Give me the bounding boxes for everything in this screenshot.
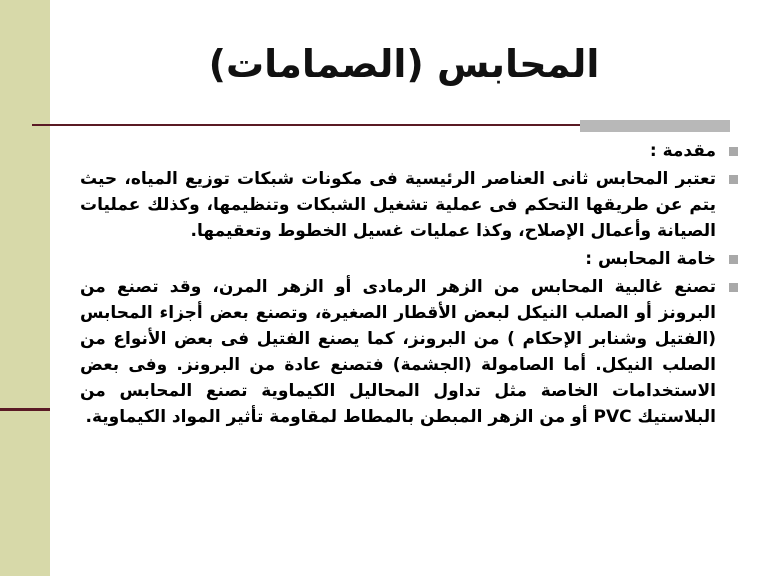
side-band bbox=[0, 0, 50, 576]
square-bullet-icon bbox=[729, 255, 738, 264]
bullet-text-after: أو من الزهر المبطن بالمطاط لمقاومة تأثير المواد الكيماوية. bbox=[85, 407, 588, 427]
bullet-text: خامة المحابس : bbox=[585, 249, 716, 269]
bullet-description bbox=[80, 166, 738, 244]
bullet-materials-heading bbox=[80, 246, 738, 272]
bullet-text-latin: PVC bbox=[593, 407, 632, 427]
title-divider-accent bbox=[580, 120, 730, 132]
bullet-text: تعتبر المحابس ثانى العناصر الرئيسية فى مكونات شبكات توزيع المياه، حيث يتم عن طريقها التحكم فى عملية تشغيل الشبكات وتنظيمها، وكذلك عمليات الصيانة وأعمال الإصلاح، وكذا عمليات غسيل الخطوط وتعقيمها. bbox=[80, 169, 716, 241]
bullet-materials bbox=[80, 274, 738, 430]
bullet-intro bbox=[80, 138, 738, 164]
square-bullet-icon bbox=[729, 175, 738, 184]
square-bullet-icon bbox=[729, 147, 738, 156]
slide-body bbox=[80, 138, 738, 432]
title-divider bbox=[32, 124, 580, 126]
side-divider bbox=[0, 408, 50, 411]
bullet-text: مقدمة : bbox=[649, 141, 716, 161]
bullet-text-before: تصنع غالبية المحابس من الزهر الرمادى أو الزهر المرن، وقد تصنع من البرونز أو الصلب النيكل لبعض الأقطار الصغيرة، وتصنع بعض أجزاء المحابس (الفتيل وشنابر الإحكام ) من البرونز، كما يصنع الفتيل فى بعض الأنواع من الصلب النيكل. أما الصامولة (الجشمة) فتصنع عادة من البرونز. وفى بعض الاستخدامات الخاصة مثل تداول المحاليل الكيماوية تصنع المحابس من البلاستيك bbox=[80, 277, 716, 427]
slide-title: المحابس (الصمامات) bbox=[208, 42, 600, 86]
square-bullet-icon bbox=[729, 283, 738, 292]
